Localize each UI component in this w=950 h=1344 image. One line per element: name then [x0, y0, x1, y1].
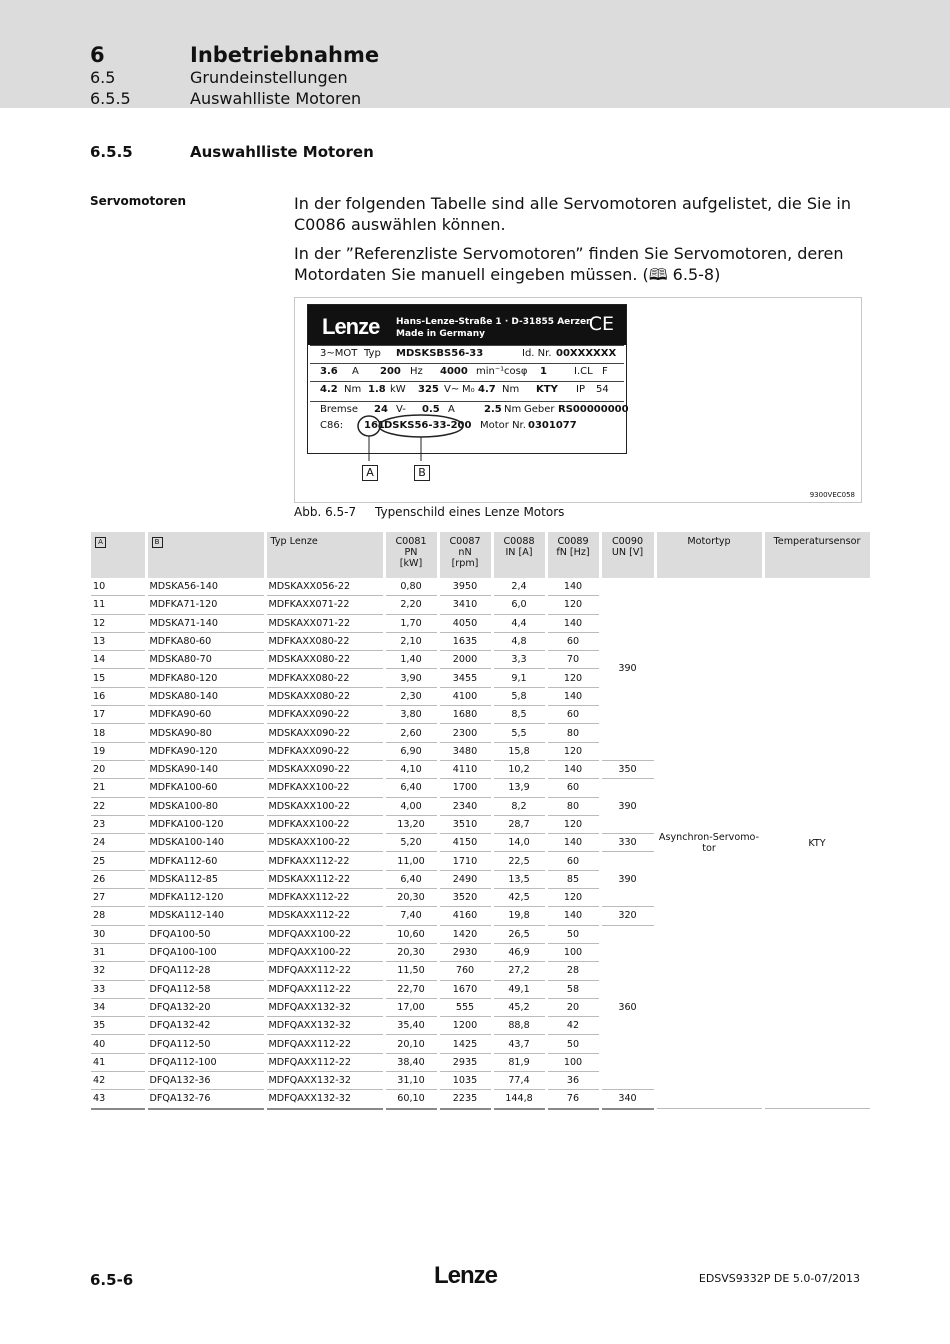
table-cell: MDSKA112-140 [146, 907, 265, 925]
table-cell: 4,4 [492, 614, 546, 632]
table-cell: 36 [546, 1072, 600, 1090]
header-col-a: A [91, 532, 146, 578]
table-cell: MDSKAXX090-22 [265, 724, 384, 742]
table-cell: 24 [91, 834, 146, 852]
table-cell: DFQA112-28 [146, 962, 265, 980]
table-cell: MDFKAXX080-22 [265, 669, 384, 687]
table-cell: 4160 [438, 907, 492, 925]
table-cell: MDSKA112-85 [146, 870, 265, 888]
table-cell: 140 [546, 834, 600, 852]
table-cell: DFQA132-36 [146, 1072, 265, 1090]
document-id: EDSVS9332P DE 5.0-07/2013 [698, 1272, 860, 1285]
table-cell: 50 [546, 925, 600, 943]
table-cell: 8,5 [492, 706, 546, 724]
table-cell: 140 [546, 614, 600, 632]
table-cell: 4100 [438, 687, 492, 705]
table-cell: MDSKAXX080-22 [265, 687, 384, 705]
table-cell: 26,5 [492, 925, 546, 943]
callout-label-a: A [362, 465, 378, 481]
table-cell: MDFKAXX100-22 [265, 779, 384, 797]
table-cell: 77,4 [492, 1072, 546, 1090]
table-cell: 10,60 [384, 925, 438, 943]
table-cell: MDFQAXX132-32 [265, 998, 384, 1016]
header-c0087: C0087 nN [rpm] [438, 532, 492, 578]
table-cell: 5,5 [492, 724, 546, 742]
table-cell: 88,8 [492, 1017, 546, 1035]
table-cell: MDFKAXX090-22 [265, 742, 384, 760]
table-cell: MDFQAXX112-22 [265, 1053, 384, 1071]
callout-ellipses [308, 305, 626, 495]
table-cell: 13,9 [492, 779, 546, 797]
table-cell: MDFQAXX112-22 [265, 980, 384, 998]
table-cell: MDFKAXX090-22 [265, 706, 384, 724]
table-cell: 34 [91, 998, 146, 1016]
table-cell: MDFKA100-120 [146, 815, 265, 833]
table-cell: 11,00 [384, 852, 438, 870]
table-cell: 9,1 [492, 669, 546, 687]
table-cell: 1,40 [384, 651, 438, 669]
table-cell: MDFQAXX100-22 [265, 943, 384, 961]
table-cell: 13,20 [384, 815, 438, 833]
table-cell: MDFKA80-60 [146, 632, 265, 650]
table-cell: 33 [91, 980, 146, 998]
table-cell: 31 [91, 943, 146, 961]
table-cell: 32 [91, 962, 146, 980]
table-cell: 15 [91, 669, 146, 687]
table-cell: 2000 [438, 651, 492, 669]
table-cell: 41 [91, 1053, 146, 1071]
lenze-logo: Lenze [322, 314, 380, 339]
table-cell: 1035 [438, 1072, 492, 1090]
table-cell: MDFQAXX132-32 [265, 1090, 384, 1109]
table-cell: 6,40 [384, 870, 438, 888]
table-cell: MDFKA90-120 [146, 742, 265, 760]
table-cell: 20 [546, 998, 600, 1016]
table-cell: 81,9 [492, 1053, 546, 1071]
table-cell: 1710 [438, 852, 492, 870]
table-cell: MDSKAXX080-22 [265, 651, 384, 669]
table-cell: 100 [546, 943, 600, 961]
table-cell: 2235 [438, 1090, 492, 1109]
table-cell: DFQA112-100 [146, 1053, 265, 1071]
table-cell: 42 [91, 1072, 146, 1090]
voltage-cell: 390 [600, 779, 655, 834]
table-cell: 7,40 [384, 907, 438, 925]
table-header-row [91, 532, 871, 578]
table-cell: 46,9 [492, 943, 546, 961]
figure-caption: Abb. 6.5-7 Typenschild eines Lenze Motors [294, 505, 565, 519]
table-cell: MDSKA90-140 [146, 760, 265, 778]
table-cell: 42,5 [492, 889, 546, 907]
table-cell: 2300 [438, 724, 492, 742]
table-cell: 1680 [438, 706, 492, 724]
table-cell: 12 [91, 614, 146, 632]
table-cell: 15,8 [492, 742, 546, 760]
voltage-cell: 360 [600, 925, 655, 1090]
table-cell: 555 [438, 998, 492, 1016]
page-header: 6 Inbetriebnahme 6.5 Grundeinstellungen 6.5.5 Auswahlliste Motoren [0, 0, 950, 108]
nameplate-address: Hans-Lenze-Straße 1 · D-31855 Aerzen Made in Germany [396, 317, 593, 339]
table-cell: MDSKA90-80 [146, 724, 265, 742]
table-cell: 3,3 [492, 651, 546, 669]
table-cell: MDSKAXX056-22 [265, 578, 384, 596]
table-cell: 2340 [438, 797, 492, 815]
table-cell: 80 [546, 724, 600, 742]
table-cell: 4050 [438, 614, 492, 632]
table-cell: 120 [546, 815, 600, 833]
table-row [91, 578, 871, 596]
table-cell: 22,5 [492, 852, 546, 870]
table-cell: 760 [438, 962, 492, 980]
table-cell: 60 [546, 706, 600, 724]
table-cell: 20,10 [384, 1035, 438, 1053]
table-cell: 2,20 [384, 596, 438, 614]
nameplate-row-mechanical: 4.2 Nm 1.8 kW 325 V~ M₀ 4.7 Nm KTY IP 54 [310, 381, 624, 400]
table-cell: DFQA132-76 [146, 1090, 265, 1109]
table-cell: MDFKA112-120 [146, 889, 265, 907]
table-cell: 11 [91, 596, 146, 614]
table-cell: 6,0 [492, 596, 546, 614]
table-cell: 19,8 [492, 907, 546, 925]
table-cell: 28,7 [492, 815, 546, 833]
table-cell: 13,5 [492, 870, 546, 888]
header-c0089: C0089 fN [Hz] [546, 532, 600, 578]
side-label: Servomotoren [90, 194, 187, 208]
table-cell: MDSKAXX100-22 [265, 834, 384, 852]
motortyp-cell: Asynchron-Servomo-tor [655, 578, 763, 1109]
table-cell: MDSKAXX112-22 [265, 907, 384, 925]
table-cell: 27,2 [492, 962, 546, 980]
table-cell: 76 [546, 1090, 600, 1109]
table-cell: MDSKA80-70 [146, 651, 265, 669]
header-c0088: C0088 IN [A] [492, 532, 546, 578]
voltage-cell: 330 [600, 834, 655, 852]
table-cell: MDFQAXX132-32 [265, 1072, 384, 1090]
table-cell: 20 [91, 760, 146, 778]
table-cell: MDSKA100-80 [146, 797, 265, 815]
table-cell: 3,90 [384, 669, 438, 687]
figure-box [294, 297, 862, 503]
table-cell: 1420 [438, 925, 492, 943]
table-cell: 28 [546, 962, 600, 980]
table-cell: 27 [91, 889, 146, 907]
table-cell: 85 [546, 870, 600, 888]
table-cell: 42 [546, 1017, 600, 1035]
table-cell: DFQA100-100 [146, 943, 265, 961]
table-cell: 10 [91, 578, 146, 596]
table-cell: 26 [91, 870, 146, 888]
table-cell: MDSKA80-140 [146, 687, 265, 705]
table-cell: 70 [546, 651, 600, 669]
table-cell: 2935 [438, 1053, 492, 1071]
table-cell: 58 [546, 980, 600, 998]
table-cell: MDSKAXX090-22 [265, 760, 384, 778]
table-cell: 11,50 [384, 962, 438, 980]
table-cell: 14,0 [492, 834, 546, 852]
table-cell: MDSKAXX100-22 [265, 797, 384, 815]
table-cell: MDFKA112-60 [146, 852, 265, 870]
table-cell: 28 [91, 907, 146, 925]
table-cell: 8,2 [492, 797, 546, 815]
voltage-cell: 340 [600, 1090, 655, 1109]
table-cell: 60 [546, 779, 600, 797]
table-cell: 3455 [438, 669, 492, 687]
table-cell: 100 [546, 1053, 600, 1071]
table-cell: 1670 [438, 980, 492, 998]
table-cell: MDFKAXX080-22 [265, 632, 384, 650]
table-cell: DFQA112-58 [146, 980, 265, 998]
table-cell: MDFKAXX071-22 [265, 596, 384, 614]
table-cell: MDSKA56-140 [146, 578, 265, 596]
table-cell: 3480 [438, 742, 492, 760]
table-cell: MDSKA71-140 [146, 614, 265, 632]
voltage-cell: 390 [600, 578, 655, 760]
table-cell: MDFKA100-60 [146, 779, 265, 797]
table-cell: 140 [546, 578, 600, 596]
table-cell: 4110 [438, 760, 492, 778]
table-cell: MDFKAXX112-22 [265, 889, 384, 907]
nameplate [307, 304, 629, 479]
table-cell: 3520 [438, 889, 492, 907]
table-cell: 2490 [438, 870, 492, 888]
table-cell: 16 [91, 687, 146, 705]
voltage-cell: 390 [600, 852, 655, 907]
table-cell: 19 [91, 742, 146, 760]
table-cell: 144,8 [492, 1090, 546, 1109]
table-cell: 120 [546, 596, 600, 614]
table-cell: 3,80 [384, 706, 438, 724]
table-cell: 1200 [438, 1017, 492, 1035]
table-cell: 23 [91, 815, 146, 833]
table-cell: DFQA100-50 [146, 925, 265, 943]
table-cell: 0,80 [384, 578, 438, 596]
table-cell: 2930 [438, 943, 492, 961]
table-cell: 20,30 [384, 889, 438, 907]
table-cell: 35 [91, 1017, 146, 1035]
nameplate-row-type: 3~MOT Typ MDSKSBS56-33 Id. Nr. 00XXXXXX [310, 345, 624, 364]
table-cell: 120 [546, 889, 600, 907]
table-cell: 80 [546, 797, 600, 815]
table-cell: 1425 [438, 1035, 492, 1053]
table-cell: DFQA132-20 [146, 998, 265, 1016]
table-cell: 13 [91, 632, 146, 650]
table-cell: 6,40 [384, 779, 438, 797]
table-cell: 3950 [438, 578, 492, 596]
table-cell: 1700 [438, 779, 492, 797]
table-cell: 21 [91, 779, 146, 797]
table-cell: 40 [91, 1035, 146, 1053]
table-cell: 50 [546, 1035, 600, 1053]
table-cell: 25 [91, 852, 146, 870]
table-cell: 38,40 [384, 1053, 438, 1071]
table-cell: MDFQAXX112-22 [265, 1035, 384, 1053]
table-cell: 22,70 [384, 980, 438, 998]
table-cell: 60 [546, 632, 600, 650]
table-cell: 43,7 [492, 1035, 546, 1053]
table-cell: MDFQAXX100-22 [265, 925, 384, 943]
table-cell: 140 [546, 760, 600, 778]
table-cell: 4,8 [492, 632, 546, 650]
table-cell: 2,30 [384, 687, 438, 705]
header-temperatursensor: Temperatursensor [763, 532, 871, 578]
table-cell: MDFKAXX112-22 [265, 852, 384, 870]
table-cell: 2,60 [384, 724, 438, 742]
table-cell: DFQA132-42 [146, 1017, 265, 1035]
table-cell: MDSKAXX071-22 [265, 614, 384, 632]
nameplate-row-code: C86: 161 DSKS56-33-200 Motor Nr. 0301077 [320, 420, 577, 431]
table-cell: MDSKAXX112-22 [265, 870, 384, 888]
motor-table [91, 532, 873, 1110]
table-cell: 20,30 [384, 943, 438, 961]
callout-label-b: B [414, 465, 430, 481]
page-number: 6.5-6 [90, 1271, 134, 1289]
table-cell: 120 [546, 742, 600, 760]
table-cell: 6,90 [384, 742, 438, 760]
table-cell: 140 [546, 907, 600, 925]
table-cell: MDFKA80-120 [146, 669, 265, 687]
ce-mark-icon: CE [588, 313, 614, 335]
table-cell: 5,8 [492, 687, 546, 705]
table-cell: 43 [91, 1090, 146, 1109]
table-cell: 4,10 [384, 760, 438, 778]
header-c0081: C0081 PN [kW] [384, 532, 438, 578]
header-c0090: C0090 UN [V] [600, 532, 655, 578]
table-cell: 3510 [438, 815, 492, 833]
table-cell: MDFKA90-60 [146, 706, 265, 724]
nameplate-row-brake: Bremse 24 V- 0.5 A 2.5 Nm Geber RS00000000 [310, 401, 624, 420]
table-cell: MDSKA100-140 [146, 834, 265, 852]
table-cell: 60,10 [384, 1090, 438, 1109]
table-cell: 4150 [438, 834, 492, 852]
table-cell: 1635 [438, 632, 492, 650]
table-cell: 2,4 [492, 578, 546, 596]
nameplate-row-electrical: 3.6 A 200 Hz 4000 min⁻¹ cosφ 1 I.CL F [310, 363, 624, 382]
footer-lenze-logo: Lenze [434, 1262, 498, 1289]
table-cell: MDFKAXX100-22 [265, 815, 384, 833]
table-cell: 14 [91, 651, 146, 669]
table-cell: 60 [546, 852, 600, 870]
table-cell: 3410 [438, 596, 492, 614]
table-cell: DFQA112-50 [146, 1035, 265, 1053]
figure-code: 9300VEC058 [809, 491, 855, 499]
voltage-cell: 320 [600, 907, 655, 925]
header-col-b: B [146, 532, 265, 578]
table-cell: 30 [91, 925, 146, 943]
header-motortyp: Motortyp [655, 532, 763, 578]
header-typ-lenze: Typ Lenze [265, 532, 384, 578]
table-cell: 4,00 [384, 797, 438, 815]
reference-paragraph: In der ”Referenzliste Servomotoren” finden Sie Servomotoren, deren Motordaten Sie manuell eingeben müssen. (🕮 6.5-8) [294, 244, 844, 284]
table-cell: 5,20 [384, 834, 438, 852]
table-cell: 10,2 [492, 760, 546, 778]
table-cell: 120 [546, 669, 600, 687]
table-cell: 1,70 [384, 614, 438, 632]
table-cell: MDFQAXX132-32 [265, 1017, 384, 1035]
table-cell: 45,2 [492, 998, 546, 1016]
table-cell: 17,00 [384, 998, 438, 1016]
tempsensor-cell: KTY [763, 578, 871, 1109]
intro-paragraph: In der folgenden Tabelle sind alle Servomotoren aufgelistet, die Sie in C0086 auswählen können. [294, 194, 851, 234]
table-cell: 2,10 [384, 632, 438, 650]
table-cell: 31,10 [384, 1072, 438, 1090]
table-cell: 35,40 [384, 1017, 438, 1035]
table-cell: 17 [91, 706, 146, 724]
table-cell: 140 [546, 687, 600, 705]
table-cell: MDFKA71-120 [146, 596, 265, 614]
voltage-cell: 350 [600, 760, 655, 778]
table-cell: 22 [91, 797, 146, 815]
table-cell: MDFQAXX112-22 [265, 962, 384, 980]
table-cell: 18 [91, 724, 146, 742]
table-cell: 49,1 [492, 980, 546, 998]
